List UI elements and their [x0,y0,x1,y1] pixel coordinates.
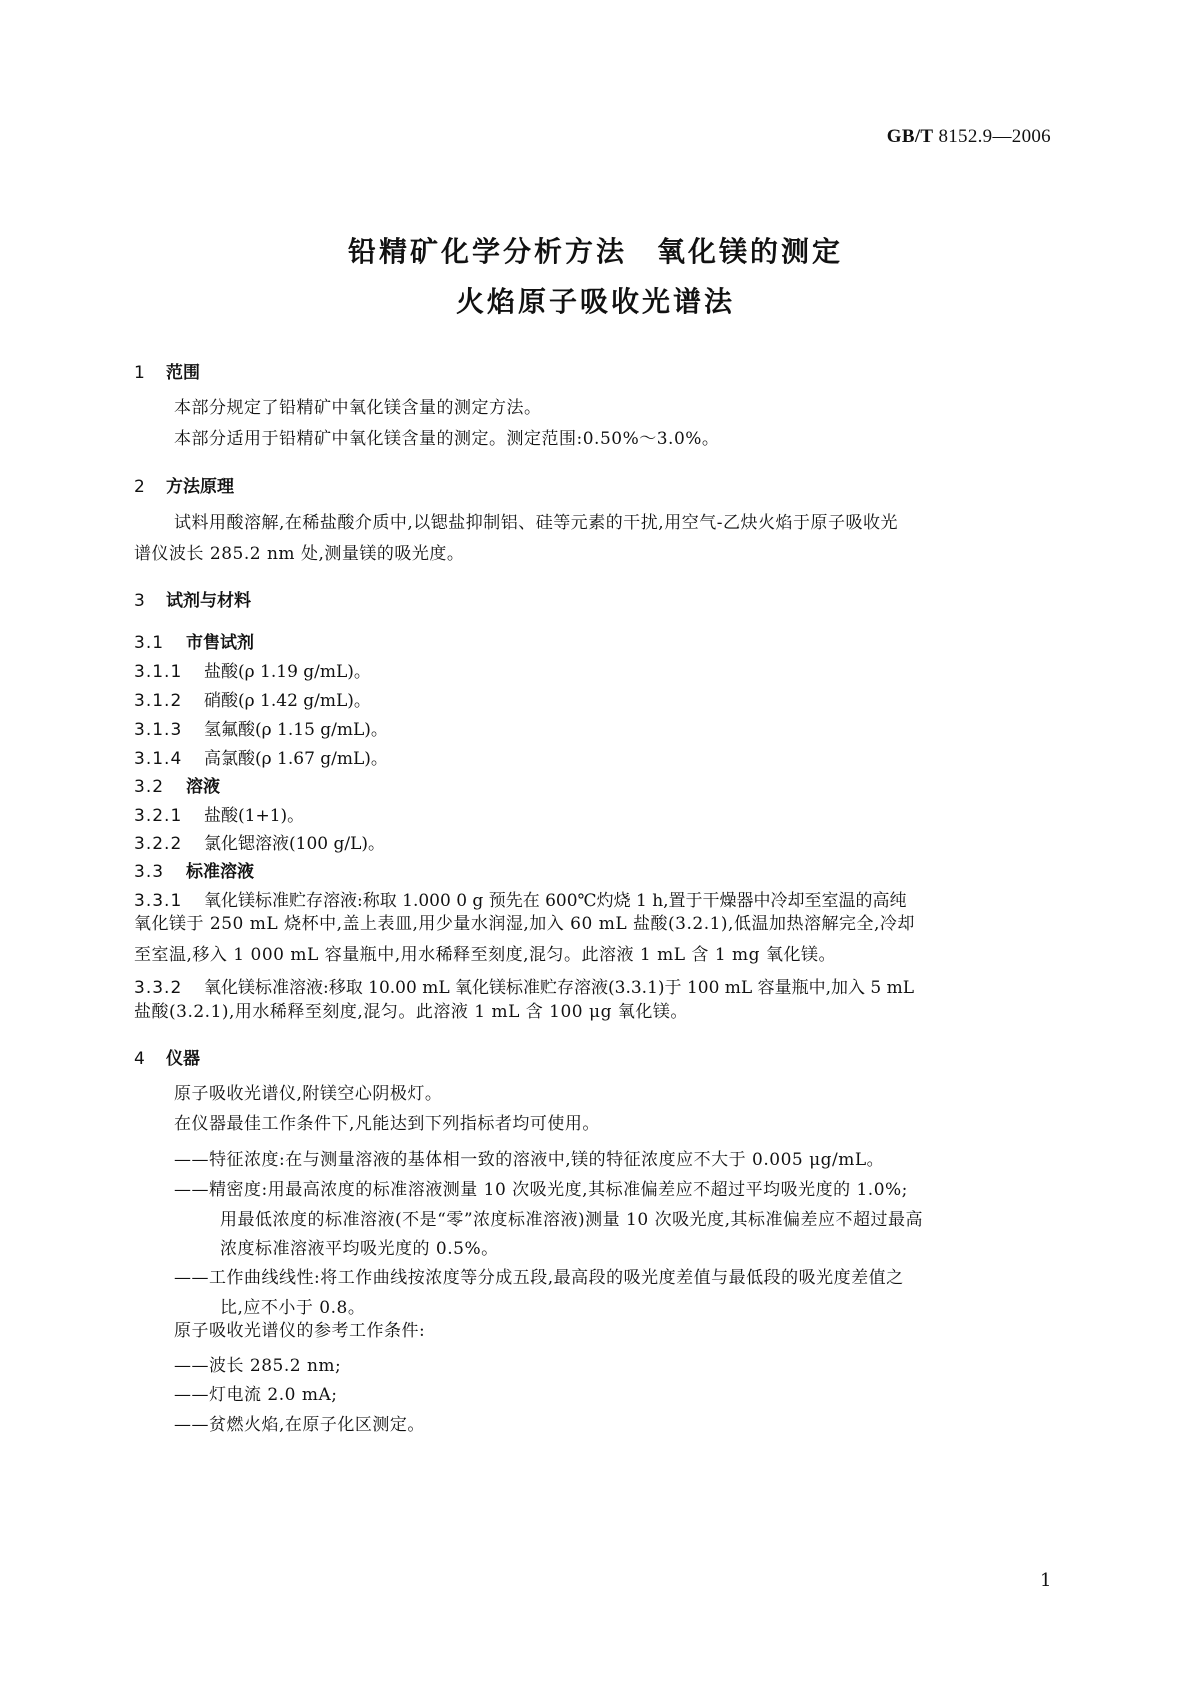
spec-precision-line-2: 用最低浓度的标准溶液(不是“零”浓度标准溶液)测量 10 次吸光度,其标准偏差应不超过最高 [220,1210,923,1230]
subsection-title: 市售试剂 [186,633,254,653]
clause-3-3-2-line-2: 盐酸(3.2.1),用水稀释至刻度,混匀。此溶液 1 mL 含 100 μg 氧化镁。 [134,1002,688,1022]
document-title-line2: 火焰原子吸收光谱法 [455,285,735,318]
clause-number: 3.1.4 [134,749,183,769]
subsection-3-1-heading [134,628,254,653]
section-2-line-2: 谱仪波长 285.2 nm 处,测量镁的吸光度。 [134,544,465,564]
section-number: 3 [134,591,145,611]
clause-number: 3.3.1 [134,891,183,911]
clause-3-2-2 [134,829,385,854]
clause-number: 3.1.1 [134,662,183,682]
section-4-heading [134,1044,200,1069]
condition-flame: ——贫燃火焰,在原子化区测定。 [174,1415,425,1435]
clause-3-1-4 [134,744,388,769]
section-title: 试剂与材料 [166,591,251,611]
standard-code: 8152.9—2006 [938,126,1051,147]
title-part-a: 铅精矿化学分析方法 [347,235,627,268]
clause-text: 氧化镁标准溶液:移取 10.00 mL 氧化镁标准贮存溶液(3.3.1)于 100 mL 容量瓶中,加入 5 mL [204,978,915,998]
standard-prefix: GB/T [886,126,934,147]
spec-precision-line-1: ——精密度:用最高浓度的标准溶液测量 10 次吸光度,其标准偏差应不超过平均吸光度的 1.0%; [174,1180,908,1200]
clause-text: 氧化镁标准贮存溶液:称取 1.000 0 g 预先在 600℃灼烧 1 h,置于干燥器中冷却至室温的高纯 [204,891,907,911]
condition-wavelength: ——波长 285.2 nm; [174,1356,342,1376]
section-4-paragraph-1: 原子吸收光谱仪,附镁空心阴极灯。 [174,1084,443,1104]
clause-3-1-2 [134,686,371,711]
section-4-paragraph-3: 原子吸收光谱仪的参考工作条件: [174,1321,426,1341]
clause-3-2-1 [134,801,304,826]
standard-number [887,126,1051,148]
clause-number: 3.1.2 [134,691,183,711]
page-number: 1 [1040,1570,1052,1591]
clause-3-3-2-line-1 [134,973,914,998]
clause-number: 3.2.1 [134,806,183,826]
clause-3-1-1 [134,657,371,682]
section-3-heading [134,586,251,611]
clause-3-3-1-line-2: 氧化镁于 250 mL 烧杯中,盖上表皿,用少量水润湿,加入 60 mL 盐酸(3.2.1),低温加热溶解完全,冷却 [134,914,915,934]
document-title-line1 [0,230,1191,270]
section-1-paragraph-2: 本部分适用于铅精矿中氧化镁含量的测定。测定范围:0.50%～3.0%。 [174,429,720,449]
condition-lamp-current: ——灯电流 2.0 mA; [174,1385,338,1405]
spec-linearity-line-1: ——工作曲线线性:将工作曲线按浓度等分成五段,最高段的吸光度差值与最低段的吸光度差值之 [174,1268,904,1288]
subsection-title: 溶液 [186,777,220,797]
subsection-number: 3.2 [134,777,165,797]
section-2-line-1: 试料用酸溶解,在稀盐酸介质中,以锶盐抑制铝、硅等元素的干扰,用空气-乙炔火焰于原子吸收光 [174,513,898,533]
clause-number: 3.3.2 [134,978,183,998]
clause-number: 3.2.2 [134,834,183,854]
spec-characteristic-concentration: ——特征浓度:在与测量溶液的基体相一致的溶液中,镁的特征浓度应不大于 0.005 μg/mL。 [174,1150,885,1170]
clause-text: 盐酸(ρ 1.19 g/mL)。 [204,662,371,682]
clause-text: 氯化锶溶液(100 g/L)。 [204,834,386,854]
clause-text: 氢氟酸(ρ 1.15 g/mL)。 [204,720,388,740]
clause-3-3-1-line-1 [134,886,907,911]
subsection-3-3-heading [134,857,254,882]
section-2-heading [134,472,234,497]
section-1-paragraph-1: 本部分规定了铅精矿中氧化镁含量的测定方法。 [174,398,542,418]
clause-3-1-3 [134,715,388,740]
section-1-heading [134,358,200,383]
clause-3-3-1-line-3: 至室温,移入 1 000 mL 容量瓶中,用水稀释至刻度,混匀。此溶液 1 mL 含 1 mg 氧化镁。 [134,945,836,965]
section-number: 4 [134,1049,145,1069]
title-part-b: 氧化镁的测定 [657,235,844,268]
subsection-3-2-heading [134,772,220,797]
section-number: 2 [134,477,145,497]
spec-precision-line-3: 浓度标准溶液平均吸光度的 0.5%。 [220,1239,499,1259]
section-title: 方法原理 [166,477,234,497]
subsection-number: 3.1 [134,633,165,653]
subsection-title: 标准溶液 [186,862,254,882]
section-title: 范围 [166,363,200,383]
section-4-paragraph-2: 在仪器最佳工作条件下,凡能达到下列指标者均可使用。 [174,1114,600,1134]
clause-text: 盐酸(1+1)。 [204,806,305,826]
clause-text: 高氯酸(ρ 1.67 g/mL)。 [204,749,388,769]
section-number: 1 [134,363,145,383]
spec-linearity-line-2: 比,应不小于 0.8。 [220,1298,366,1318]
subsection-number: 3.3 [134,862,165,882]
clause-number: 3.1.3 [134,720,183,740]
section-title: 仪器 [166,1049,200,1069]
clause-text: 硝酸(ρ 1.42 g/mL)。 [204,691,371,711]
